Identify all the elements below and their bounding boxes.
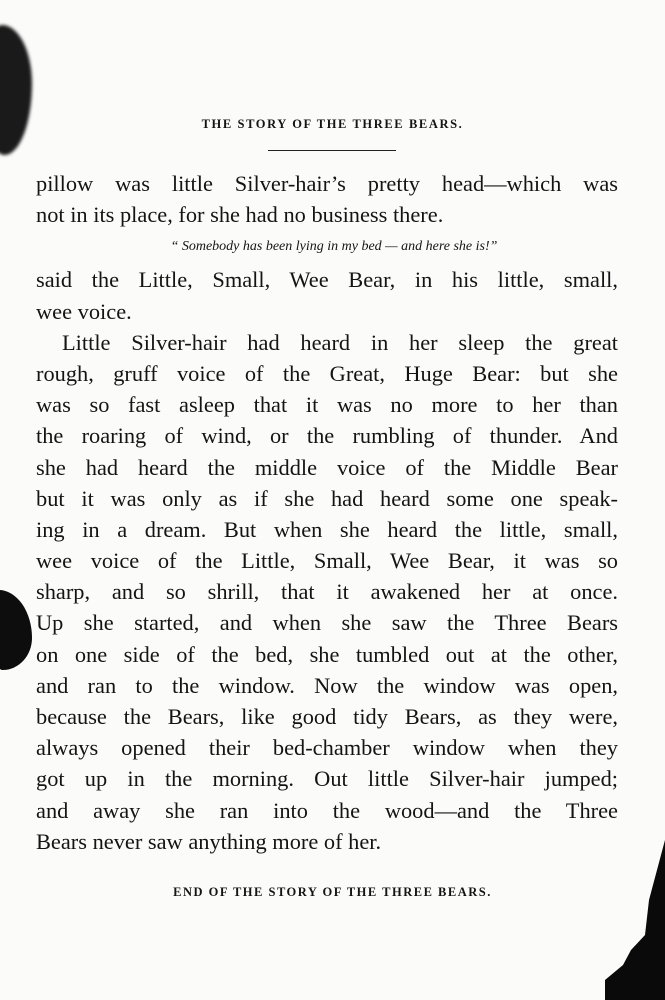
text-line: the roaring of wind, or the rumbling of thunder. And — [36, 423, 618, 449]
running-head: THE STORY OF THE THREE BEARS. — [201, 117, 464, 131]
text-line: but it was only as if she had heard some one speak- — [36, 485, 618, 511]
text-line: and ran to the window. Now the window was open, — [36, 672, 618, 698]
text-line: pillow was little Silver-hair’s pretty head—which was — [36, 171, 618, 196]
text-line: always opened their bed-chamber window when they — [36, 735, 618, 761]
italic-quote: “ Somebody has been lying in my bed — and here she is!” — [170, 239, 498, 255]
text-line: Bears never saw anything more of her. — [36, 828, 382, 854]
text-line: wee voice of the Little, Small, Wee Bear, it was so — [36, 548, 618, 574]
text-line: Little Silver-hair had heard in her sleep the great — [62, 329, 618, 355]
text-line: because the Bears, like good tidy Bears, as they were, — [36, 704, 618, 729]
text-line: rough, gruff voice of the Great, Huge Bear: but she — [36, 360, 618, 386]
head-rule — [268, 150, 396, 151]
text-line: ing in a dream. But when she heard the little, small, — [36, 516, 618, 542]
torn-corner-decoration — [605, 840, 665, 1000]
text-line: sharp, and so shrill, that it awakened her at once. — [36, 579, 618, 605]
end-note: END OF THE STORY OF THE THREE BEARS. — [173, 885, 492, 899]
ink-blot-decoration — [0, 25, 32, 155]
text-line: Up she started, and when she saw the Three Bears — [36, 610, 618, 636]
text-line: on one side of the bed, she tumbled out at the other, — [36, 641, 618, 667]
text-line: was so fast asleep that it was no more to her than — [36, 392, 618, 418]
body-text — [36, 168, 618, 857]
text-line: not in its place, for she had no business there. — [36, 202, 444, 228]
text-line: she had heard the middle voice of the Middle Bear — [36, 454, 618, 480]
text-line: got up in the morning. Out little Silver-hair jumped; — [36, 766, 618, 792]
text-line: wee voice. — [36, 298, 132, 324]
text-line: said the Little, Small, Wee Bear, in his little, small, — [36, 267, 618, 293]
text-line: and away she ran into the wood—and the Three — [36, 797, 618, 823]
ink-blot-decoration — [0, 590, 32, 670]
